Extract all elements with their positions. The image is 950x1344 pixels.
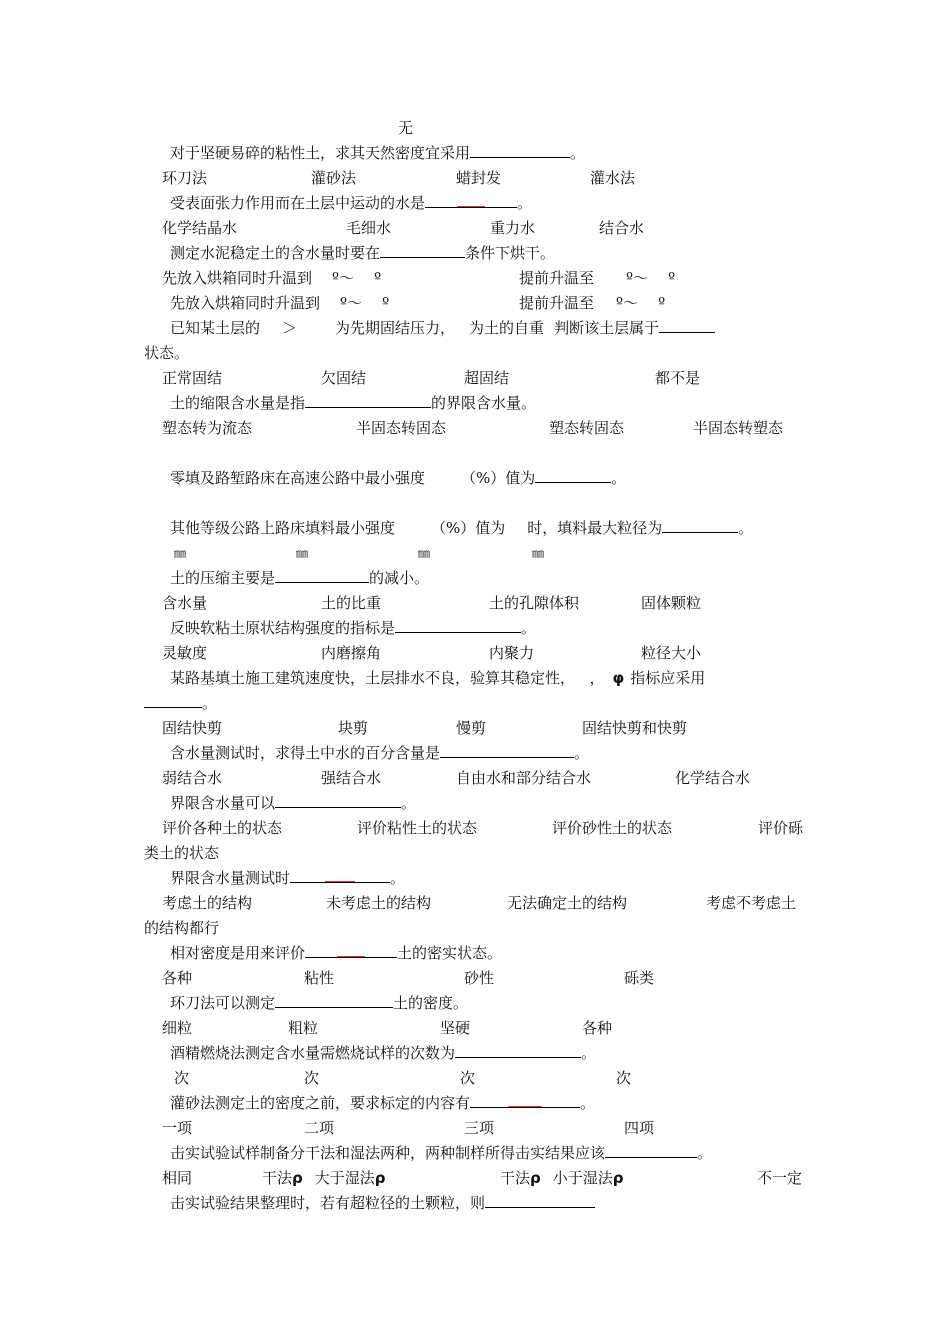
option-b: 评价粘性土的状态 bbox=[357, 819, 478, 837]
answer-blank[interactable] bbox=[455, 1043, 581, 1058]
question-9: 反映软粘土原状结构强度的指标是 。 bbox=[170, 619, 537, 637]
question-18: 击实试验试样制备分干法和湿法两种，两种制样所得击实结果应该 。 bbox=[170, 1144, 713, 1162]
option-d: 都不是 bbox=[655, 369, 701, 387]
answer-blank[interactable] bbox=[535, 468, 611, 483]
option-d: 不一定 bbox=[757, 1169, 803, 1187]
option-a: 一项 bbox=[162, 1119, 193, 1137]
option-c: 坚硬 bbox=[440, 1019, 471, 1037]
option-d: 各种 bbox=[582, 1019, 613, 1037]
answer-blank[interactable] bbox=[485, 1193, 595, 1208]
option-a: 正常固结 bbox=[162, 369, 223, 387]
option-d-cont: 类土的状态 bbox=[144, 844, 220, 862]
option-b: 欠固结 bbox=[321, 369, 367, 387]
question-13: 界限含水量测试时 。 bbox=[170, 869, 406, 887]
question-15: 环刀法可以测定 土的密度。 bbox=[170, 994, 469, 1012]
option-d: 固结快剪和快剪 bbox=[582, 719, 688, 737]
answer-blank[interactable] bbox=[470, 143, 570, 158]
question-1 bbox=[170, 143, 585, 163]
answer-blank[interactable] bbox=[605, 1143, 697, 1158]
option-c: 先放入烘箱同时升温到 º～ º bbox=[170, 294, 390, 312]
option-d: 半固态转塑态 bbox=[693, 419, 784, 437]
option-c: 自由水和部分结合水 bbox=[456, 769, 592, 787]
question-8: 土的压缩主要是 的减小。 bbox=[170, 569, 430, 587]
question-text: 测定水泥稳定土的含水量时要在 bbox=[170, 244, 381, 262]
option-a: 评价各种土的状态 bbox=[162, 819, 283, 837]
option-a: 环刀法 bbox=[162, 169, 208, 187]
option-c: ㎜ bbox=[418, 546, 431, 560]
option-b: 块剪 bbox=[338, 719, 369, 737]
option-a: 考虑土的结构 bbox=[162, 894, 253, 912]
question-7: 其他等级公路上路床填料最小强度 （%）值为 时，填料最大粒径为 。 bbox=[170, 519, 754, 537]
answer-blank[interactable] bbox=[395, 618, 521, 633]
question-17: 灌砂法测定土的密度之前，要求标定的内容有 。 bbox=[170, 1094, 596, 1112]
question-12: 界限含水量可以 。 bbox=[170, 794, 417, 812]
option-b: 半固态转固态 bbox=[356, 419, 447, 437]
option-d: 灌水法 bbox=[590, 169, 636, 187]
option-d: 粒径大小 bbox=[641, 644, 702, 662]
option-c: 超固结 bbox=[464, 369, 510, 387]
option-c: 干法ρ 小于湿法ρ bbox=[500, 1169, 624, 1187]
option-d: 次 bbox=[616, 1069, 632, 1087]
question-3 bbox=[170, 243, 555, 263]
option-c: 重力水 bbox=[490, 219, 536, 237]
option-b: 毛细水 bbox=[346, 219, 392, 237]
option-c: 次 bbox=[460, 1069, 476, 1087]
question-text: 受表面张力作用而在土层中运动的水是 bbox=[170, 194, 426, 212]
option-a: 相同 bbox=[162, 1169, 193, 1187]
option-a: 含水量 bbox=[162, 594, 208, 612]
question-16: 酒精燃烧法测定含水量需燃烧试样的次数为 。 bbox=[170, 1044, 597, 1062]
option-c: 慢剪 bbox=[456, 719, 487, 737]
option-d: 化学结合水 bbox=[675, 769, 751, 787]
punctuation: 。 bbox=[517, 194, 533, 212]
option-c: 无法确定土的结构 bbox=[507, 894, 628, 912]
option-b: 内磨擦角 bbox=[321, 644, 382, 662]
question-2 bbox=[170, 193, 532, 213]
answer-blank[interactable] bbox=[275, 568, 369, 583]
question-11: 含水量测试时，求得土中水的百分含量是 。 bbox=[170, 744, 590, 762]
question-10-cont: 。 bbox=[144, 693, 217, 713]
option-a: 固结快剪 bbox=[162, 719, 223, 737]
option-b: 粘性 bbox=[304, 969, 335, 987]
option-a: 细粒 bbox=[162, 1019, 193, 1037]
option-c: 评价砂性土的状态 bbox=[552, 819, 673, 837]
option-b: ㎜ bbox=[296, 546, 309, 560]
option-b: 干法ρ 大于湿法ρ bbox=[262, 1169, 386, 1187]
answer-blank[interactable] bbox=[144, 693, 202, 708]
answer-blank[interactable] bbox=[425, 193, 517, 208]
question-6: 零填及路堑路床在高速公路中最小强度 （%）值为 。 bbox=[170, 469, 627, 487]
option-b: 灌砂法 bbox=[311, 169, 357, 187]
punctuation: 。 bbox=[570, 144, 586, 162]
option-b: 强结合水 bbox=[321, 769, 382, 787]
page-title: 无 bbox=[398, 119, 414, 137]
question-text: 对于坚硬易碎的粘性土，求其天然密度宜采用 bbox=[170, 144, 471, 162]
option-a: 各种 bbox=[162, 969, 193, 987]
option-c: 塑态转固态 bbox=[549, 419, 625, 437]
option-a: ㎜ bbox=[174, 546, 187, 560]
option-c: 蜡封发 bbox=[456, 169, 502, 187]
answer-blank[interactable] bbox=[662, 518, 738, 533]
option-d: 砾类 bbox=[624, 969, 655, 987]
question-4: 已知某土层的 ＞ 为先期固结压力， 为土的自重 判断该土层属于 bbox=[170, 318, 715, 338]
option-a: 先放入烘箱同时升温到 º～ º bbox=[162, 269, 382, 287]
option-c: 内聚力 bbox=[489, 644, 535, 662]
question-10: 某路基填土施工建筑速度快，土层排水不良，验算其稳定性， ， φ 指标应采用 bbox=[170, 669, 706, 687]
answer-blank[interactable] bbox=[305, 393, 431, 408]
answer-blank[interactable] bbox=[470, 1093, 580, 1108]
question-text-end: 条件下烘干。 bbox=[465, 244, 556, 262]
option-a: 弱结合水 bbox=[162, 769, 223, 787]
answer-blank[interactable] bbox=[275, 793, 401, 808]
answer-blank[interactable] bbox=[440, 743, 574, 758]
option-d: 结合水 bbox=[599, 219, 645, 237]
option-b: 未考虑土的结构 bbox=[326, 894, 432, 912]
option-b: 提前升温至 º～ º bbox=[519, 269, 676, 287]
question-4-cont: 状态。 bbox=[144, 344, 190, 362]
answer-blank[interactable] bbox=[659, 318, 715, 333]
option-c: 砂性 bbox=[464, 969, 495, 987]
option-b: 土的比重 bbox=[321, 594, 382, 612]
option-c: 土的孔隙体积 bbox=[489, 594, 580, 612]
answer-blank[interactable] bbox=[305, 943, 397, 958]
question-5: 土的缩限含水量是指 的界限含水量。 bbox=[170, 394, 537, 412]
option-d: 评价砾 bbox=[758, 819, 804, 837]
option-b: 次 bbox=[304, 1069, 320, 1087]
option-a: 灵敏度 bbox=[162, 644, 208, 662]
question-19: 击实试验结果整理时，若有超粒径的土颗粒，则 bbox=[170, 1193, 595, 1213]
answer-blank[interactable] bbox=[290, 868, 390, 883]
option-d: 固体颗粒 bbox=[641, 594, 702, 612]
answer-blank[interactable] bbox=[380, 243, 465, 258]
option-b: 二项 bbox=[304, 1119, 335, 1137]
option-d: ㎜ bbox=[532, 546, 545, 560]
option-d: 提前升温至 º～ º bbox=[519, 294, 666, 312]
question-14: 相对密度是用来评价 土的密实状态。 bbox=[170, 944, 503, 962]
option-d-cont: 的结构都行 bbox=[144, 919, 220, 937]
option-c: 三项 bbox=[464, 1119, 495, 1137]
answer-blank[interactable] bbox=[275, 993, 393, 1008]
option-b: 粗粒 bbox=[288, 1019, 319, 1037]
option-a: 塑态转为流态 bbox=[162, 419, 253, 437]
option-d: 考虑不考虑土 bbox=[706, 894, 797, 912]
option-a: 化学结晶水 bbox=[162, 219, 238, 237]
option-a: 次 bbox=[174, 1069, 190, 1087]
option-d: 四项 bbox=[624, 1119, 655, 1137]
